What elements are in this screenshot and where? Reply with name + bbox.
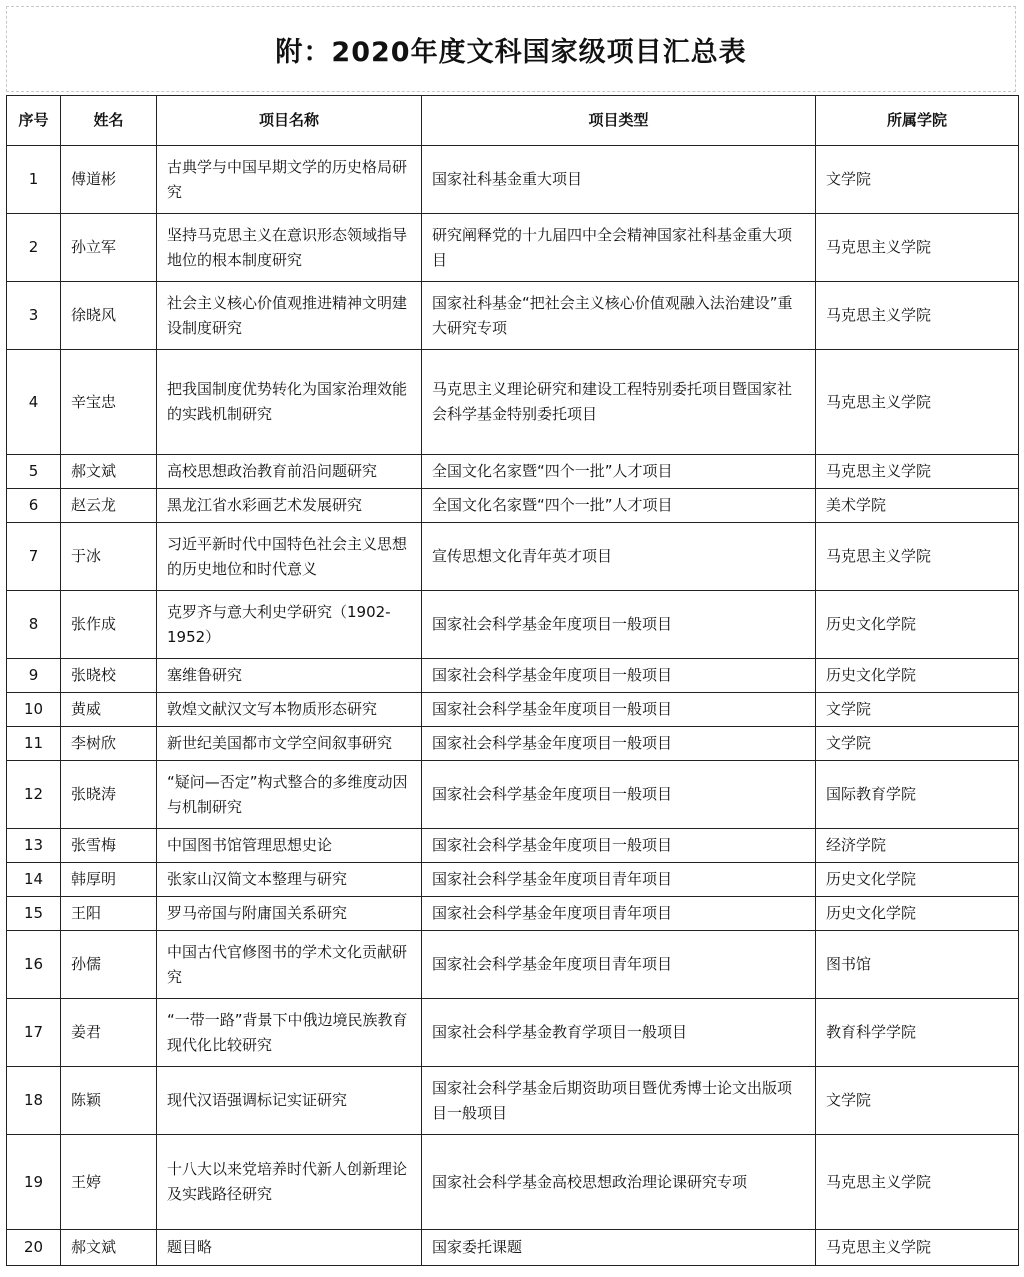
header-no: 序号 [7, 96, 61, 146]
cell-name: 韩厚明 [61, 863, 157, 897]
cell-project: “一带一路”背景下中俄边境民族教育现代化比较研究 [157, 999, 422, 1067]
cell-type: 国家社会科学基金年度项目一般项目 [422, 727, 816, 761]
cell-dept: 历史文化学院 [816, 897, 1019, 931]
cell-type: 国家社会科学基金高校思想政治理论课研究专项 [422, 1135, 816, 1230]
cell-type: 马克思主义理论研究和建设工程特别委托项目暨国家社会科学基金特别委托项目 [422, 350, 816, 455]
table-row [7, 761, 1019, 829]
cell-project: 黑龙江省水彩画艺术发展研究 [157, 489, 422, 523]
cell-project: 罗马帝国与附庸国关系研究 [157, 897, 422, 931]
cell-project: 敦煌文献汉文写本物质形态研究 [157, 693, 422, 727]
cell-project: 古典学与中国早期文学的历史格局研究 [157, 146, 422, 214]
cell-name: 徐晓风 [61, 282, 157, 350]
header-dept: 所属学院 [816, 96, 1019, 146]
table-row [7, 350, 1019, 455]
cell-name: 张晓校 [61, 659, 157, 693]
cell-project: 十八大以来党培养时代新人创新理论及实践路径研究 [157, 1135, 422, 1230]
cell-project: 塞维鲁研究 [157, 659, 422, 693]
table-row [7, 455, 1019, 489]
cell-project: 新世纪美国都市文学空间叙事研究 [157, 727, 422, 761]
cell-project: 把我国制度优势转化为国家治理效能的实践机制研究 [157, 350, 422, 455]
cell-no: 11 [7, 727, 61, 761]
cell-project: 中国古代官修图书的学术文化贡献研究 [157, 931, 422, 999]
table-row [7, 489, 1019, 523]
cell-type: 全国文化名家暨“四个一批”人才项目 [422, 455, 816, 489]
cell-no: 3 [7, 282, 61, 350]
cell-dept: 文学院 [816, 727, 1019, 761]
cell-project: 张家山汉简文本整理与研究 [157, 863, 422, 897]
cell-type: 国家社会科学基金年度项目一般项目 [422, 659, 816, 693]
table-row [7, 146, 1019, 214]
cell-project: “疑问—否定”构式整合的多维度动因与机制研究 [157, 761, 422, 829]
cell-type: 国家社会科学基金年度项目一般项目 [422, 693, 816, 727]
table-row [7, 1230, 1019, 1266]
cell-dept: 马克思主义学院 [816, 1135, 1019, 1230]
cell-name: 郝文斌 [61, 455, 157, 489]
cell-type: 国家社会科学基金后期资助项目暨优秀博士论文出版项目一般项目 [422, 1067, 816, 1135]
cell-no: 1 [7, 146, 61, 214]
cell-dept: 美术学院 [816, 489, 1019, 523]
table-row [7, 693, 1019, 727]
cell-no: 7 [7, 523, 61, 591]
cell-no: 6 [7, 489, 61, 523]
cell-type: 国家社会科学基金年度项目一般项目 [422, 829, 816, 863]
cell-dept: 教育科学学院 [816, 999, 1019, 1067]
cell-type: 全国文化名家暨“四个一批”人才项目 [422, 489, 816, 523]
cell-type: 宣传思想文化青年英才项目 [422, 523, 816, 591]
cell-dept: 国际教育学院 [816, 761, 1019, 829]
cell-no: 16 [7, 931, 61, 999]
cell-dept: 马克思主义学院 [816, 455, 1019, 489]
table-row [7, 863, 1019, 897]
cell-project: 社会主义核心价值观推进精神文明建设制度研究 [157, 282, 422, 350]
cell-no: 13 [7, 829, 61, 863]
title-box [6, 6, 1016, 92]
cell-type: 国家社会科学基金年度项目一般项目 [422, 761, 816, 829]
cell-dept: 马克思主义学院 [816, 282, 1019, 350]
cell-dept: 历史文化学院 [816, 591, 1019, 659]
cell-project: 题目略 [157, 1230, 422, 1266]
table-row [7, 727, 1019, 761]
cell-no: 12 [7, 761, 61, 829]
table-row [7, 897, 1019, 931]
table-row [7, 214, 1019, 282]
cell-name: 王婷 [61, 1135, 157, 1230]
cell-dept: 历史文化学院 [816, 863, 1019, 897]
cell-name: 于冰 [61, 523, 157, 591]
cell-type: 国家委托课题 [422, 1230, 816, 1266]
cell-dept: 文学院 [816, 146, 1019, 214]
cell-no: 9 [7, 659, 61, 693]
table-row [7, 659, 1019, 693]
cell-dept: 马克思主义学院 [816, 350, 1019, 455]
page-title: 附：2020年度文科国家级项目汇总表 [275, 36, 747, 68]
header-project: 项目名称 [157, 96, 422, 146]
cell-name: 陈颖 [61, 1067, 157, 1135]
table-body [7, 146, 1019, 1266]
table-row [7, 591, 1019, 659]
cell-name: 张晓涛 [61, 761, 157, 829]
cell-type: 研究阐释党的十九届四中全会精神国家社科基金重大项目 [422, 214, 816, 282]
cell-dept: 历史文化学院 [816, 659, 1019, 693]
cell-name: 黄威 [61, 693, 157, 727]
cell-dept: 马克思主义学院 [816, 1230, 1019, 1266]
cell-project: 习近平新时代中国特色社会主义思想的历史地位和时代意义 [157, 523, 422, 591]
cell-no: 4 [7, 350, 61, 455]
table-header-row [7, 96, 1019, 146]
cell-no: 2 [7, 214, 61, 282]
cell-type: 国家社科基金重大项目 [422, 146, 816, 214]
cell-name: 辛宝忠 [61, 350, 157, 455]
cell-name: 张雪梅 [61, 829, 157, 863]
cell-project: 坚持马克思主义在意识形态领域指导地位的根本制度研究 [157, 214, 422, 282]
cell-no: 20 [7, 1230, 61, 1266]
cell-dept: 文学院 [816, 1067, 1019, 1135]
cell-dept: 经济学院 [816, 829, 1019, 863]
cell-type: 国家社会科学基金年度项目一般项目 [422, 591, 816, 659]
cell-project: 现代汉语强调标记实证研究 [157, 1067, 422, 1135]
cell-no: 15 [7, 897, 61, 931]
cell-no: 18 [7, 1067, 61, 1135]
cell-name: 张作成 [61, 591, 157, 659]
cell-project: 中国图书馆管理思想史论 [157, 829, 422, 863]
cell-name: 孙立军 [61, 214, 157, 282]
cell-no: 5 [7, 455, 61, 489]
cell-dept: 文学院 [816, 693, 1019, 727]
cell-name: 郝文斌 [61, 1230, 157, 1266]
cell-type: 国家社会科学基金年度项目青年项目 [422, 931, 816, 999]
cell-no: 10 [7, 693, 61, 727]
header-type: 项目类型 [422, 96, 816, 146]
cell-name: 傅道彬 [61, 146, 157, 214]
table-row [7, 999, 1019, 1067]
cell-name: 孙儒 [61, 931, 157, 999]
cell-project: 高校思想政治教育前沿问题研究 [157, 455, 422, 489]
table-row [7, 1067, 1019, 1135]
cell-type: 国家社会科学基金教育学项目一般项目 [422, 999, 816, 1067]
cell-dept: 马克思主义学院 [816, 214, 1019, 282]
cell-project: 克罗齐与意大利史学研究（1902-1952） [157, 591, 422, 659]
cell-name: 李树欣 [61, 727, 157, 761]
cell-type: 国家社科基金“把社会主义核心价值观融入法治建设”重大研究专项 [422, 282, 816, 350]
cell-no: 17 [7, 999, 61, 1067]
cell-no: 19 [7, 1135, 61, 1230]
table-row [7, 282, 1019, 350]
table-row [7, 523, 1019, 591]
cell-name: 赵云龙 [61, 489, 157, 523]
cell-type: 国家社会科学基金年度项目青年项目 [422, 863, 816, 897]
cell-type: 国家社会科学基金年度项目青年项目 [422, 897, 816, 931]
cell-no: 14 [7, 863, 61, 897]
cell-name: 王阳 [61, 897, 157, 931]
project-summary-table [6, 95, 1019, 1266]
cell-dept: 图书馆 [816, 931, 1019, 999]
header-name: 姓名 [61, 96, 157, 146]
cell-name: 姜君 [61, 999, 157, 1067]
table-row [7, 1135, 1019, 1230]
table-row [7, 931, 1019, 999]
cell-no: 8 [7, 591, 61, 659]
cell-dept: 马克思主义学院 [816, 523, 1019, 591]
table-row [7, 829, 1019, 863]
